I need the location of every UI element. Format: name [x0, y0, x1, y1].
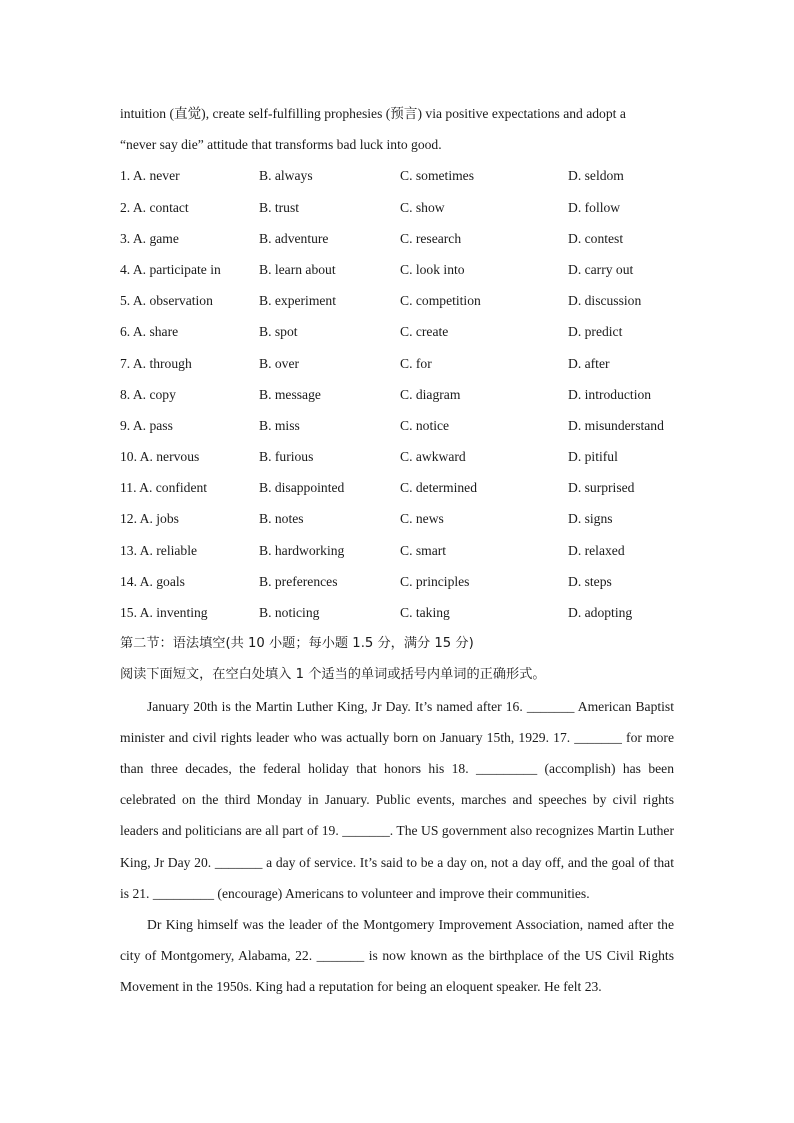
option-d: D. predict: [568, 324, 623, 340]
option-d: D. relaxed: [568, 542, 625, 558]
option-row-14: [120, 566, 674, 597]
option-d: D. adopting: [568, 605, 633, 620]
passage-paragraph-1: January 20th is the Martin Luther King, Jr Day. It’s named after 16. _______ American Baptist minister and civil rights leader who was actually born on January 15th, 1929. 17. _______ for more than three decades, the federal holiday that honors his 18. _________ (accomplish) has been celebrated on the third Monday in January. Public events, marches and speeches by civil rights leaders and politicians are all part of 19. _______. The US government also recognizes Martin Luther King, Jr Day 20. _______ a day of service. It’s said to be a day on, not a day off, and the goal of that is 21. _________ (encourage) Americans to volunteer and improve their communities.: [120, 698, 674, 901]
option-row-11: [120, 472, 674, 503]
option-d: D. signs: [568, 511, 613, 527]
option-c: C. determined: [400, 480, 478, 496]
option-row-2: [120, 192, 674, 223]
option-row-10: [120, 441, 674, 472]
option-c: C. for: [400, 355, 432, 371]
option-c: C. news: [400, 511, 444, 527]
option-a: 14. A. goals: [120, 573, 185, 589]
option-a: 3. A. game: [120, 230, 179, 246]
option-row-7: [120, 348, 674, 379]
option-c: C. awkward: [400, 449, 466, 465]
option-b: B. over: [259, 355, 300, 371]
passage-paragraph-2: Dr King himself was the leader of the Montgomery Improvement Association, named after the city of Montgomery, Alabama, 22. _______ is now known as the birthplace of the US Civil Rights Movement in the 1950s. King had a reputation for being an eloquent speaker. He felt 23.: [120, 916, 674, 995]
option-c: C. principles: [400, 573, 470, 589]
option-b: B. miss: [259, 417, 300, 433]
option-c: C. taking: [400, 605, 450, 620]
option-row-9: [120, 410, 674, 441]
intro-line-1: intuition (直觉), create self-fulfilling prophesies (预言) via positive expectations and adopt a: [120, 106, 626, 121]
option-a: 15. A. inventing: [120, 605, 208, 620]
option-b: B. noticing: [259, 605, 320, 620]
section-instructions: 阅读下面短文，在空白处填入 1 个适当的单词或括号内单词的正确形式。: [120, 667, 546, 683]
option-d: D. steps: [568, 573, 612, 589]
intro-line-2: “never say die” attitude that transforms bad luck into good.: [120, 137, 442, 153]
option-c: C. competition: [400, 293, 481, 309]
option-a: 5. A. observation: [120, 293, 213, 309]
option-d: D. pitiful: [568, 449, 618, 465]
option-a: 1. A. never: [120, 168, 180, 184]
option-row-3: [120, 223, 674, 254]
option-row-4: [120, 254, 674, 285]
option-a: 11. A. confident: [120, 480, 208, 496]
option-d: D. follow: [568, 199, 621, 215]
option-b: B. spot: [259, 324, 298, 340]
option-c: C. research: [400, 230, 462, 246]
option-b: B. always: [259, 168, 313, 184]
option-b: B. adventure: [259, 230, 329, 246]
option-d: D. carry out: [568, 261, 634, 277]
option-a: 13. A. reliable: [120, 542, 198, 558]
option-row-6: [120, 316, 674, 347]
option-c: C. create: [400, 324, 449, 340]
option-b: B. trust: [259, 199, 300, 215]
option-a: 2. A. contact: [120, 199, 189, 215]
option-a: 7. A. through: [120, 355, 192, 371]
option-a: 12. A. jobs: [120, 511, 179, 527]
option-c: C. look into: [400, 261, 465, 277]
option-row-12: [120, 503, 674, 534]
option-row-13: [120, 535, 674, 566]
option-d: D. surprised: [568, 480, 635, 496]
option-c: C. sometimes: [400, 168, 475, 184]
option-b: B. learn about: [259, 261, 336, 277]
option-d: D. introduction: [568, 386, 652, 402]
option-b: B. message: [259, 386, 321, 402]
section-heading: 第二节：语法填空(共 10 小题；每小题 1.5 分，满分 15 分): [120, 636, 474, 652]
option-b: B. preferences: [259, 573, 338, 589]
option-b: B. notes: [259, 511, 304, 527]
option-a: 9. A. pass: [120, 417, 173, 433]
option-row-15: [120, 597, 674, 628]
option-c: C. notice: [400, 417, 450, 433]
option-c: C. smart: [400, 542, 447, 558]
option-c: C. diagram: [400, 386, 461, 402]
option-d: D. misunderstand: [568, 417, 664, 433]
option-row-8: [120, 379, 674, 410]
option-b: B. furious: [259, 449, 314, 465]
option-a: 8. A. copy: [120, 386, 176, 402]
option-row-5: [120, 285, 674, 316]
option-a: 10. A. nervous: [120, 449, 200, 465]
option-a: 4. A. participate in: [120, 261, 221, 277]
option-d: D. contest: [568, 230, 624, 246]
option-d: D. after: [568, 355, 610, 371]
option-b: B. disappointed: [259, 480, 345, 496]
option-d: D. seldom: [568, 168, 624, 184]
option-b: B. hardworking: [259, 542, 345, 558]
option-d: D. discussion: [568, 293, 642, 309]
document-page: [120, 98, 674, 1003]
option-b: B. experiment: [259, 293, 337, 309]
option-row-1: [120, 160, 674, 191]
option-c: C. show: [400, 199, 445, 215]
answer-options-table: [120, 160, 674, 628]
option-a: 6. A. share: [120, 324, 179, 340]
